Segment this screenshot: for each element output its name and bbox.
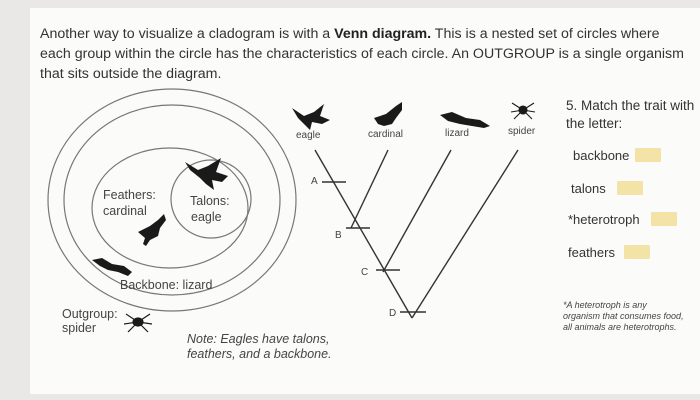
taxon-spider: spider xyxy=(508,126,536,137)
trait-feathers: feathers xyxy=(568,245,615,260)
clado-eagle-icon xyxy=(292,104,330,130)
venn-diagram-term: Venn diagram. xyxy=(334,26,432,42)
question-title: 5. Match the trait with the letter: xyxy=(566,98,695,131)
trait-talons: talons xyxy=(571,181,606,196)
answer-box-talons[interactable] xyxy=(617,181,643,195)
clado-lizard-icon xyxy=(440,112,490,128)
intro-paragraph: Another way to visualize a cladogram is with a Venn diagram. This is a nested set of circles where each group within the circle has the characteristics of each circle. An OUTGROUP is a single organism that sits outside the diagram. xyxy=(40,26,684,82)
eagle-note: Note: Eagles have talons, feathers, and a backbone. xyxy=(187,332,332,361)
answer-box-heterotroph[interactable] xyxy=(651,212,677,226)
lizard-silhouette-icon xyxy=(92,258,132,276)
taxon-cardinal: cardinal xyxy=(368,129,404,140)
clado-cardinal-icon xyxy=(374,102,402,126)
trait-backbone: backbone xyxy=(573,148,630,163)
node-letter-b: B xyxy=(335,230,342,241)
trait-ticks xyxy=(322,182,426,312)
cladogram-branches xyxy=(315,150,518,318)
eagle-label: eagle xyxy=(191,210,222,224)
taxon-eagle: eagle xyxy=(296,130,321,141)
taxon-lizard: lizard xyxy=(445,128,469,139)
heterotroph-footnote: *A heterotroph is any organism that consumes food, all animals are heterotrophs. xyxy=(563,300,684,332)
cardinal-silhouette-icon xyxy=(138,214,166,246)
answer-box-feathers[interactable] xyxy=(624,245,650,259)
node-letter-a: A xyxy=(311,176,318,187)
spider-label: spider xyxy=(62,321,97,335)
backbone-label: Backbone: lizard xyxy=(120,278,213,292)
outgroup-label: Outgroup: xyxy=(62,307,118,321)
clado-spider-icon xyxy=(511,103,535,119)
feathers-label: Feathers: xyxy=(103,188,156,202)
answer-box-backbone[interactable] xyxy=(635,148,661,162)
node-letter-c: C xyxy=(361,267,369,278)
spider-silhouette-icon xyxy=(124,314,152,332)
trait-heterotroph: *heterotroph xyxy=(568,212,640,227)
cardinal-label: cardinal xyxy=(103,204,147,218)
talons-label: Talons: xyxy=(190,194,230,208)
node-letter-d: D xyxy=(389,308,397,319)
